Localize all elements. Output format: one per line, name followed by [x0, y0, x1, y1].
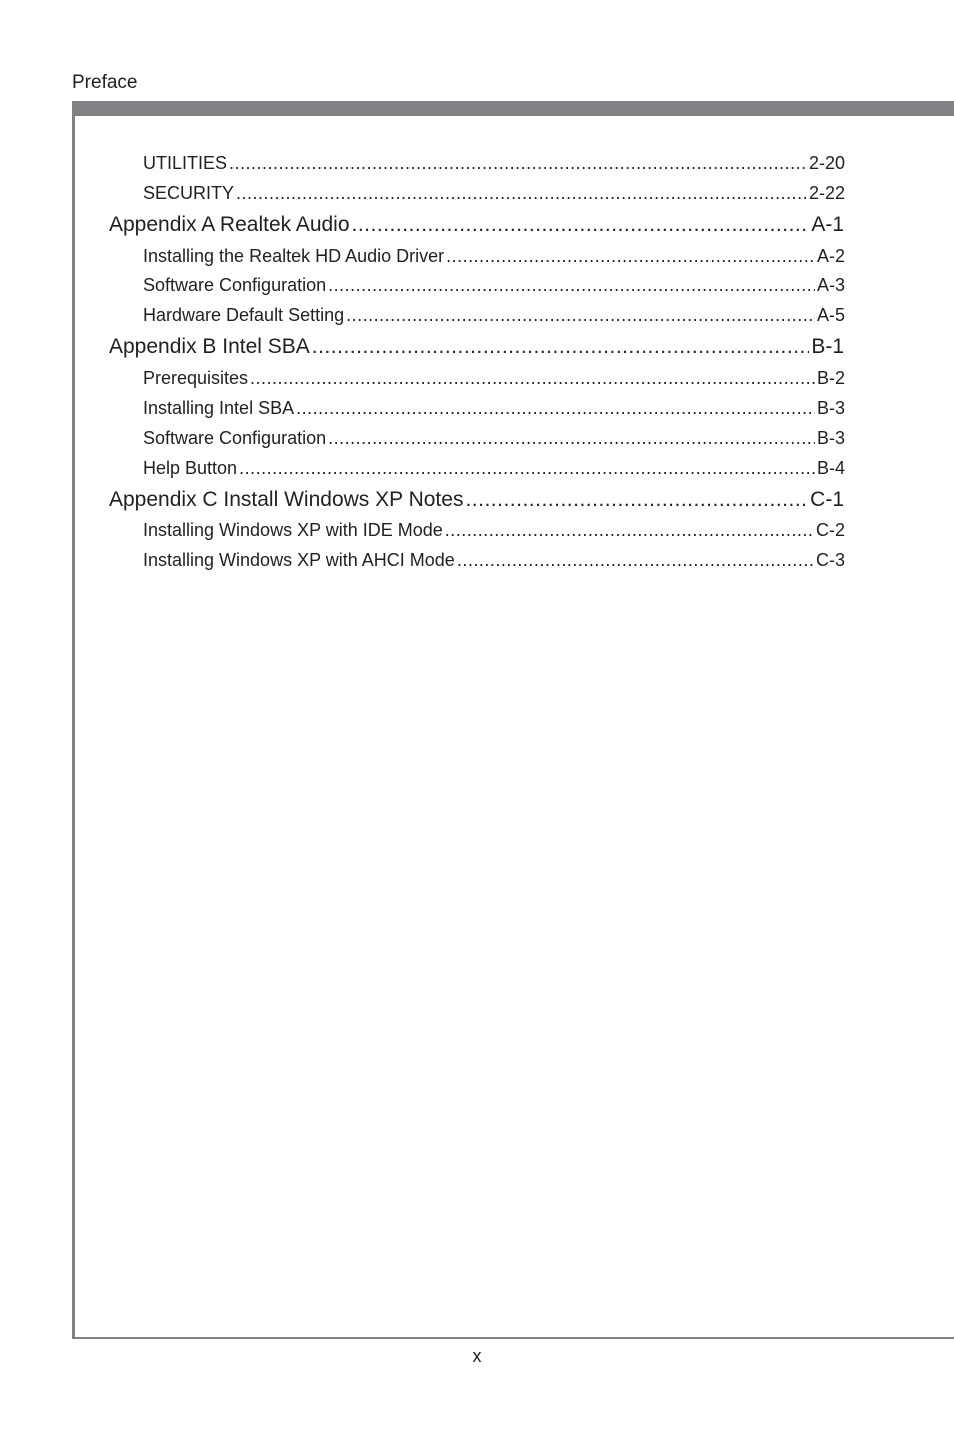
toc-leader-dots	[445, 519, 814, 541]
toc-leader-dots	[236, 182, 807, 204]
toc-leader-dots	[328, 427, 815, 449]
toc-leader-dots	[328, 274, 815, 296]
toc-entry[interactable]	[143, 549, 845, 571]
toc-entry-page: A-1	[811, 213, 844, 236]
toc-entry[interactable]	[143, 367, 845, 389]
toc-entry-title: Help Button	[143, 458, 238, 478]
toc-entry-title: Hardware Default Setting	[143, 305, 345, 325]
toc-entry[interactable]	[143, 519, 845, 541]
toc-entry-page: B-3	[816, 398, 845, 418]
left-border-rule	[72, 101, 75, 1339]
toc-entry[interactable]	[143, 274, 845, 296]
toc-entry-page: B-2	[816, 368, 845, 388]
toc-leader-dots	[346, 304, 815, 326]
toc-entry-page: A-5	[816, 305, 845, 325]
toc-entry-title: UTILITIES	[143, 153, 228, 173]
toc-entry-title: Software Configuration	[143, 275, 327, 295]
toc-entry-title: Installing Windows XP with AHCI Mode	[143, 550, 455, 570]
header-bar	[72, 101, 954, 116]
toc-leader-dots	[446, 245, 815, 267]
page-number: x	[472, 1346, 482, 1366]
toc-entry-page: C-3	[815, 550, 845, 570]
toc-entry[interactable]	[143, 397, 845, 419]
toc-entry-page: B-1	[811, 335, 844, 358]
toc-entry-page: 2-20	[808, 153, 845, 173]
toc-entry-page: A-3	[816, 275, 845, 295]
toc-entry-page: 2-22	[808, 183, 845, 203]
toc-entry-title: Installing Windows XP with IDE Mode	[143, 520, 443, 540]
toc-entry[interactable]	[143, 427, 845, 449]
toc-entry[interactable]	[143, 245, 845, 267]
toc-leader-dots	[352, 212, 810, 238]
toc-entry-page: C-1	[810, 488, 844, 511]
toc-entry[interactable]	[143, 182, 845, 204]
toc-entry-page: C-2	[815, 520, 845, 540]
section-label: Preface	[72, 72, 138, 93]
toc-chapter-entry[interactable]	[109, 334, 844, 360]
toc-chapter-entry[interactable]	[109, 212, 844, 238]
toc-leader-dots	[312, 334, 810, 360]
toc-entry-page: A-2	[816, 246, 845, 266]
bottom-border-rule	[72, 1337, 954, 1339]
toc-entry-title: SECURITY	[143, 183, 235, 203]
toc-entry-title: Appendix C Install Windows XP Notes	[109, 488, 464, 511]
toc-leader-dots	[457, 549, 814, 571]
toc-leader-dots	[296, 397, 815, 419]
toc-entry[interactable]	[143, 304, 845, 326]
toc-leader-dots	[239, 457, 815, 479]
toc-entry-title: Installing Intel SBA	[143, 398, 295, 418]
toc-entry-page: B-3	[816, 428, 845, 448]
toc-entry[interactable]	[143, 457, 845, 479]
toc-chapter-entry[interactable]	[109, 487, 844, 513]
toc-entry-title: Installing the Realtek HD Audio Driver	[143, 246, 445, 266]
toc-entry-title: Software Configuration	[143, 428, 327, 448]
toc-leader-dots	[250, 367, 815, 389]
toc-leader-dots	[229, 152, 807, 174]
toc-entry-title: Prerequisites	[143, 368, 249, 388]
toc-leader-dots	[465, 487, 808, 513]
toc-entry[interactable]	[143, 152, 845, 174]
toc-entry-title: Appendix B Intel SBA	[109, 335, 310, 358]
toc-entry-page: B-4	[816, 458, 845, 478]
toc-entry-title: Appendix A Realtek Audio	[109, 213, 350, 236]
